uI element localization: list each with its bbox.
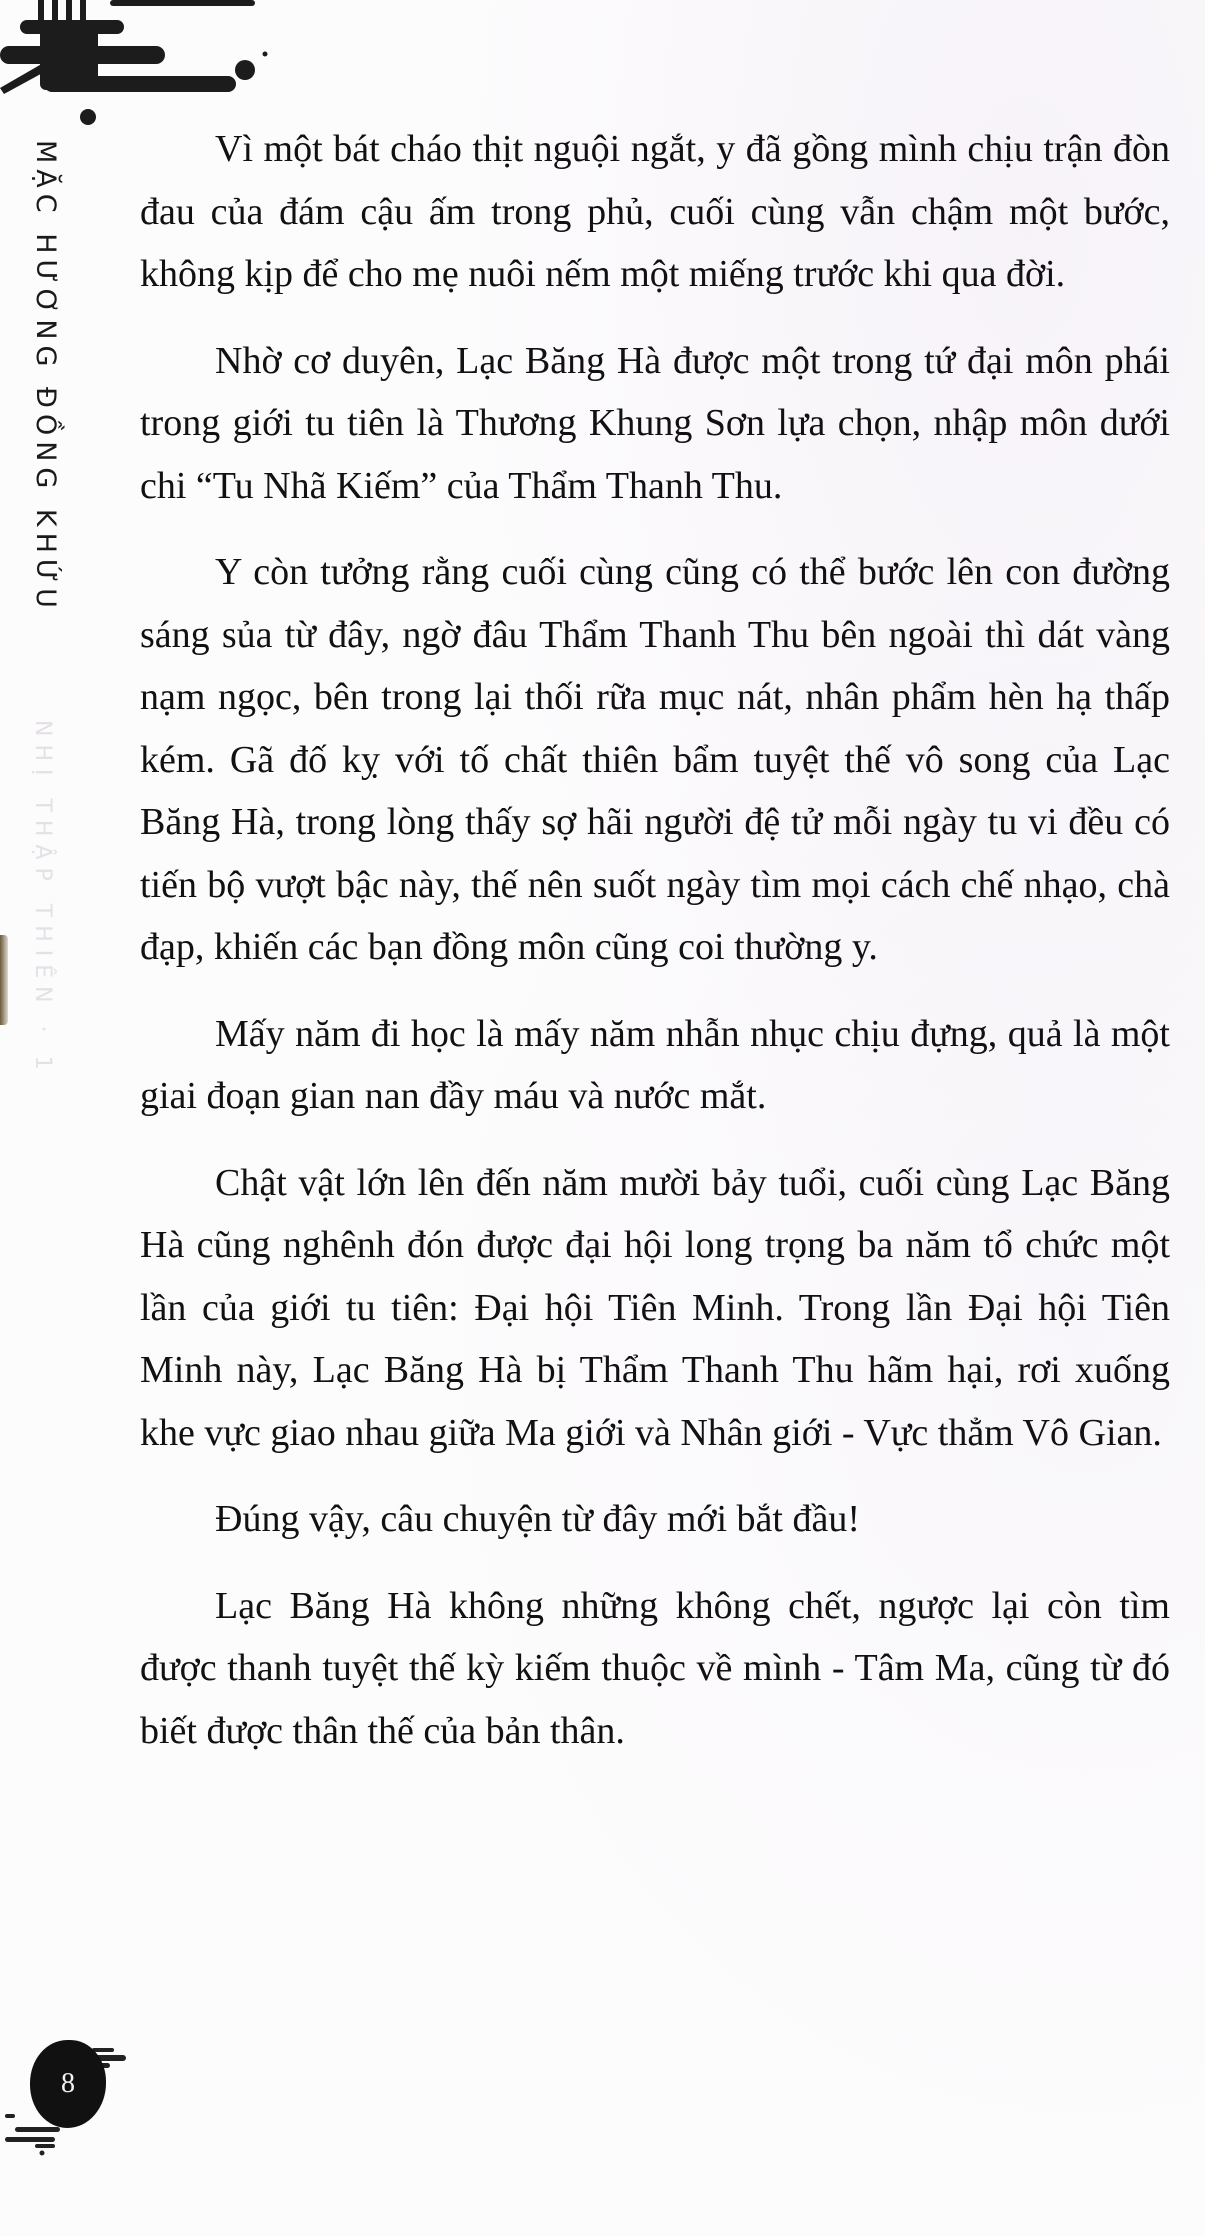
binding-shadow — [0, 935, 8, 1025]
running-header-book-title: MẶC HƯƠNG ĐỒNG KHỨU — [30, 140, 61, 614]
paragraph: Chật vật lớn lên đến năm mười bảy tuổi, cuối cùng Lạc Băng Hà cũng nghênh đón được đại hội long trọng ba năm tổ chức một lần của giới tu tiên: Đại hội Tiên Minh. Trong lần Đại hội Tiên Minh này, Lạc Băng Hà bị Thẩm Thanh Thu hãm hại, rơi xuống khe vực giao nhau giữa Ma giới và Nhân giới - Vực thẳm Vô Gian. — [140, 1161, 1170, 1454]
paragraph: Mấy năm đi học là mấy năm nhẫn nhục chịu đựng, quả là một giai đoạn gian nan đầy máu và nước mắt. — [140, 1012, 1170, 1117]
body-text — [140, 118, 1170, 1786]
page-number-badge: 8 — [30, 2040, 106, 2128]
paragraph: Y còn tưởng rằng cuối cùng cũng có thể bước lên con đường sáng sủa từ đây, ngờ đâu Thẩm Thanh Thu bên ngoài thì dát vàng nạm ngọc, bên trong lại thối rữa mục nát, nhân phẩm hèn hạ thấp kém. Gã đố kỵ với tố chất thiên bẩm tuyệt thế vô song của Lạc Băng Hà, trong lòng thấy sợ hãi người đệ tử mỗi ngày tu vi đều có tiến bộ vượt bậc này, thế nên suốt ngày tìm mọi cách chế nhạo, chà đạp, khiến các bạn đồng môn cũng coi thường y. — [140, 551, 1170, 968]
paragraph: Lạc Băng Hà không những không chết, ngược lại còn tìm được thanh tuyệt thế kỳ kiếm thuộc về mình - Tâm Ma, cũng từ đó biết được thân thế của bản thân. — [140, 1584, 1170, 1752]
bleed-through-text: NHỊ THẬP THIÊN · 1 — [30, 720, 55, 1078]
paragraph: Vì một bát cháo thịt nguội ngắt, y đã gồng mình chịu trận đòn đau của đám cậu ấm trong phủ, cuối cùng vẫn chậm một bước, không kịp để cho mẹ nuôi nếm một miếng trước khi qua đời. — [140, 128, 1170, 295]
brush-ornament-icon — [0, 0, 280, 130]
paragraph: Nhờ cơ duyên, Lạc Băng Hà được một trong tứ đại môn phái trong giới tu tiên là Thương Khung Sơn lựa chọn, nhập môn dưới chi “Tu Nhã Kiếm” của Thẩm Thanh Thu. — [140, 339, 1170, 507]
paragraph: Đúng vậy, câu chuyện từ đây mới bắt đầu! — [215, 1498, 860, 1540]
